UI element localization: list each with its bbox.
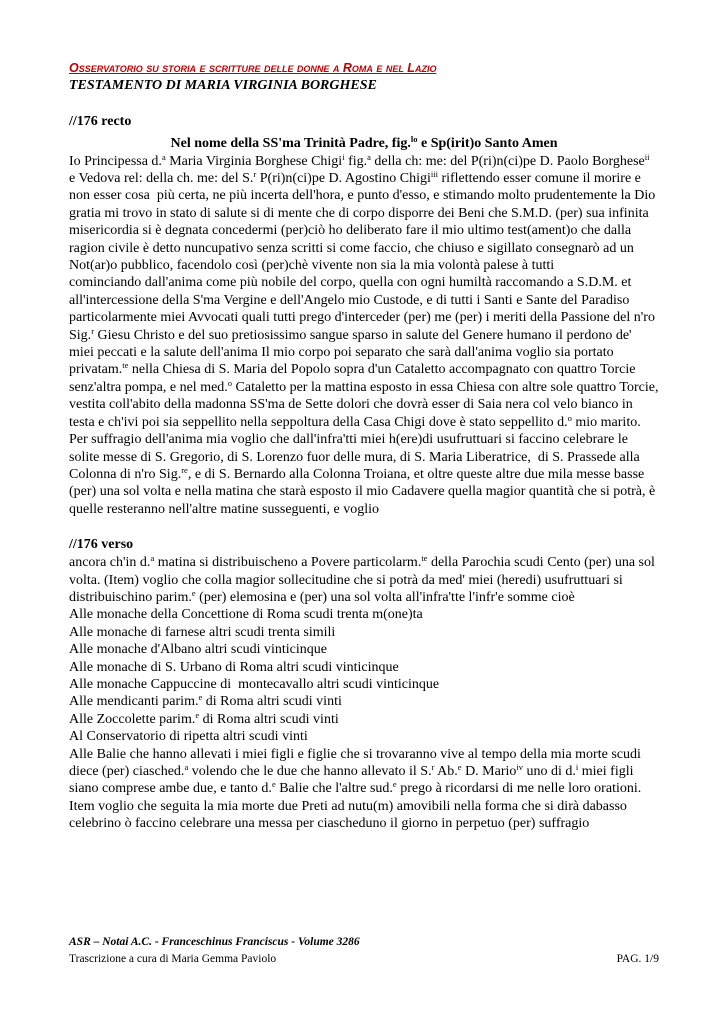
document-page: [69, 59, 659, 833]
verso-paragraph-1: ancora ch'in d.$^a$ matina si distribuischeno a Povere particolarm.$^{te}$ della Parochia scudi Cento (per) una sol volta. (Item) voglio che colla magior sollecitudine che si potrà da med' miei (heredi) usufruttuari si distribuischino parim.$^e$ (per) elemosina e (per) una sol volta all'infra'tte l'infr'e somme cioè: [69, 553, 655, 605]
verso-paragraph-2: Alle Balie che hanno allevati i miei figli e figlie che si trovaranno vive al tempo della mia morte scudi diece (per) ciasched.$^a$ volendo che le due che hanno allevato il S.$^r$ Ab.$^e$ D. Mario$^{iv}$ uno di d.$^i$ miei figli siano comprese ambe due, e tanto d.$^e$ Balie che l'altre sud.$^e$ prego à ricordarsi di me nelle loro orationi.: [69, 746, 642, 797]
transcription-credit: Trascrizione a cura di Maria Gemma Paviolo: [69, 953, 277, 965]
archive-reference: ASR – Notai A.C. - Franceschinus Franciscus - Volume 3286: [69, 936, 360, 948]
verso-text: [69, 554, 659, 833]
bequest-item: Alle Zoccolette parim.$^e$ di Roma altri scudi vinti: [69, 709, 339, 727]
page-footer: [69, 934, 659, 968]
recto-paragraph-1: Io Principessa d.$^a$ Maria Virginia Borghese Chigi$^i$ fig.$^a$ della ch: me: del P(ri)n(ci)pe D. Paolo Borghese$^{ii}$ e Vedova rel: della ch. me: del S.$^r$ P(ri)n(ci)pe D. Agostino Chigi$^{iii}$ riflettendo esser comune il morire e non esser cosa più certa, ne più incerta dell'hora, e punto d'esso, e stimando molto prudentemente la Dio gratia mi trovo in stato di salute si di mente che di corpo disporre dei Beni che S.M.D. (per) sua infinita misericordia si è degnata concedermi (per)ciò ho deliberato fare il mio ultimo test(ament)o che dalla ragion civile è detto nuncupativo senza scritti si come faccio, che chiuso e sigillato consegnarò ad un Not(ar)o pubblico, facendolo così (per)chè vivente non sia la mia volontà palese à tutti: [69, 151, 656, 274]
bequest-item: Alle monache di farnese altri scudi trenta simili: [69, 624, 336, 640]
bequest-item: Alle monache Cappuccine di montecavallo altri scudi vinticinque: [69, 676, 440, 692]
bequest-item: Alle monache di S. Urbano di Roma altri scudi vinticinque: [69, 659, 399, 675]
page-number: PAG. 1/9: [616, 953, 659, 965]
bequest-item: Alle monache d'Albano altri scudi vinticinque: [69, 642, 327, 658]
bequest-list: [69, 606, 659, 745]
folio-label-verso: //176 verso: [69, 537, 134, 553]
bequest-item: Al Conservatorio di ripetta altri scudi vinti: [69, 729, 308, 745]
invocation-heading: Nel nome della SS'ma Trinità Padre, fig.$^{lo}$ e Sp(irit)o Santo Amen: [170, 134, 558, 151]
recto-paragraph-2: cominciando dall'anima come più nobile del corpo, quella con ogni humiltà raccomando a S.D.M. et all'intercessione della S'ma Vergine e dell'Angelo mio Custode, e di tutti i Santi e Sante del Paradiso particolarmente miei Avvocati quali tutti prego d'interceder (per) me (per) i meriti della Passione del n'ro Sig.$^r$ Giesu Christo e del suo pretiosissimo sangue sparso in salute del Genere humano il perdono de' miei peccati e la salute dell'anima Il mio corpo poi separato che sarà dall'anima voglio sia portato privatam.$^{te}$ nella Chiesa di S. Maria del Popolo sopra d'un Cataletto accompagnato con quattro Torcie senz'altra pompa, e nel med.$^o$ Cataletto per la mattina esposto in essa Chiesa con altre sole quattro Torcie, vestita coll'abito della madonna SS'ma de Sette dolori che dovrà esser di Saia nera col velo bianco in testa e ch'ivi poi sia seppellito nella seppoltura della Casa Chigi dove è stato seppellito d.$^o$ mio marito. Per suffragio dell'anima mia voglio che dall'infra'tti miei h(ere)di usufruttuari si faccino celebrare le solite messe di S. Gregorio, di S. Lorenzo fuor delle mura, di S. Maria Liberatrice, di S. Prassede alla Colonna di n'ro Sig.$^{re}$, e di S. Bernardo alla Colonna Troiana, et oltre queste altre due mila messe basse (per) una sol volta e nella matina che starà esposto il mio Cadavere quella magior quantità che si potrà, è quelle resteranno nell'altre matine susseguenti, e voglio: [69, 275, 659, 517]
recto-text: [69, 153, 659, 519]
series-title: Osservatorio su storia e scritture delle donne a Roma e nel Lazio: [69, 61, 437, 75]
document-title: TESTAMENTO DI MARIA VIRGINIA BORGHESE: [69, 78, 377, 93]
folio-label-recto: //176 recto: [69, 114, 132, 129]
verso-paragraph-3: Item voglio che seguita la mia morte due Preti ad nutu(m) amovibili nella forma che si dirà dabasso celebrino ò faccino celebrare una messa per ciascheduno il giorno in perpetuo (per) suffragio: [69, 798, 627, 832]
bequest-item: Alle mendicanti parim.$^e$ di Roma altri scudi vinti: [69, 692, 342, 710]
bequest-item: Alle monache della Concettione di Roma scudi trenta m(one)ta: [69, 607, 423, 623]
